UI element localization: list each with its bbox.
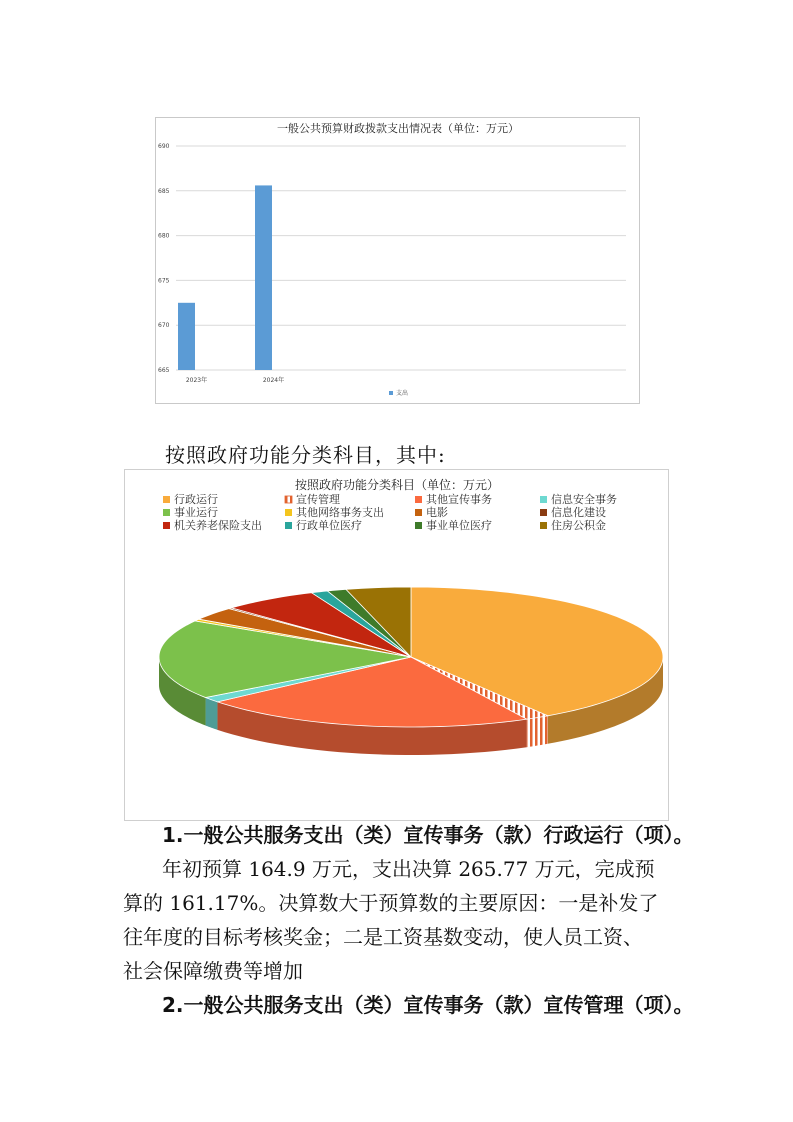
pie-chart-title: 按照政府功能分类科目（单位：万元） <box>294 478 500 492</box>
section2-heading: 2.一般公共服务支出（类）宣传事务（款）宣传管理（项）。 <box>162 993 694 1017</box>
section1-line-3: 往年度的目标考核奖金；二是工资基数变动，使人员工资、 <box>123 925 643 949</box>
bar-y-tick-label: 680 <box>158 232 170 240</box>
bar-chart <box>155 117 640 404</box>
pie-legend-swatch <box>540 496 547 503</box>
bar-chart-bars <box>178 185 272 370</box>
pie-chart <box>124 469 669 821</box>
bar-chart-svg <box>156 118 641 405</box>
pie-legend-swatch <box>163 522 170 529</box>
pie-slice-side <box>206 698 218 730</box>
bar-y-tick-label: 690 <box>158 143 170 150</box>
pie-legend-swatch <box>540 522 547 529</box>
pie-legend-swatch <box>285 522 292 529</box>
pie-legend-swatch <box>285 509 292 516</box>
section1-line-1: 年初预算 164.9 万元，支出决算 265.77 万元，完成预 <box>162 857 655 881</box>
pie-legend-label: 信息化建设 <box>551 506 606 519</box>
pie-legend-label: 其他宣传事务 <box>426 493 492 506</box>
bar-chart-title: 一般公共预算财政拨款支出情况表（单位：万元） <box>277 122 519 135</box>
pie-slice-side <box>527 716 548 747</box>
pie-legend-label: 信息安全事务 <box>551 493 617 506</box>
section1-line-2: 算的 161.17%。决算数大于预算数的主要原因：一是补发了 <box>123 891 659 915</box>
bar-chart-gridlines <box>176 146 626 370</box>
legend-swatch <box>389 391 393 395</box>
bar-y-tick-label: 675 <box>158 277 170 285</box>
pie-legend-label: 宣传管理 <box>296 493 340 506</box>
bar-y-tick-label: 670 <box>158 322 170 330</box>
pie-legend-label: 住房公积金 <box>551 519 606 532</box>
pie-legend-label: 行政单位医疗 <box>296 519 362 532</box>
pie-legend-label: 机关养老保险支出 <box>174 519 262 532</box>
bar <box>255 185 272 370</box>
pie-legend-swatch <box>415 522 422 529</box>
bar-x-tick-label: 2024年 <box>262 377 285 384</box>
pie-legend-label: 事业单位医疗 <box>426 519 492 532</box>
pie-chart-legend <box>163 492 617 532</box>
bar-y-tick-label: 685 <box>158 187 170 195</box>
pie-legend-swatch <box>163 509 170 516</box>
section1-heading: 1.一般公共服务支出（类）宣传事务（款）行政运行（项）。 <box>162 823 694 847</box>
section1-line-4: 社会保障缴费等增加 <box>123 959 303 983</box>
pie-chart-slices <box>159 587 663 727</box>
bar-y-tick-label: 665 <box>158 367 170 374</box>
bar-chart-legend <box>389 389 408 397</box>
pie-legend-swatch <box>163 496 170 503</box>
pie-chart-svg <box>125 470 670 822</box>
pie-legend-label: 其他网络事务支出 <box>296 506 384 519</box>
pie-legend-swatch <box>540 509 547 516</box>
intro-text: 按照政府功能分类科目，其中: <box>165 443 446 467</box>
bar <box>178 303 195 370</box>
pie-legend-label: 事业运行 <box>174 506 218 519</box>
bar-chart-y-axis <box>158 143 170 374</box>
legend-label: 支出 <box>396 390 409 397</box>
pie-legend-swatch <box>285 496 292 503</box>
bar-x-tick-label: 2023年 <box>185 377 208 384</box>
pie-legend-swatch <box>415 509 422 516</box>
pie-legend-label: 行政运行 <box>174 493 218 506</box>
bar-chart-x-axis <box>186 376 284 384</box>
pie-legend-swatch <box>415 496 422 503</box>
pie-legend-label: 电影 <box>426 506 448 519</box>
